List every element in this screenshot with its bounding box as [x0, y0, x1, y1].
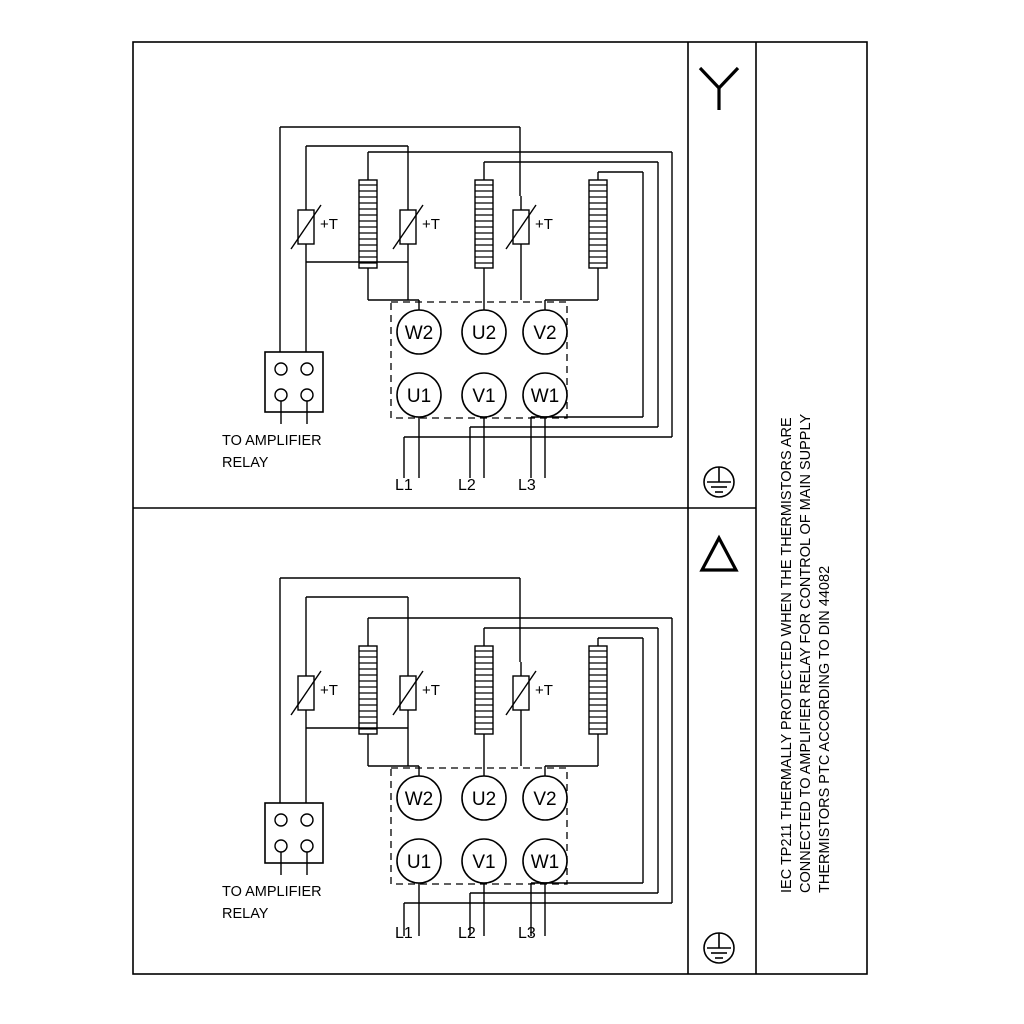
supply-label-l2: L2 — [458, 925, 476, 942]
terminal-label-u1: U1 — [406, 852, 432, 873]
supply-label-l1: L1 — [395, 925, 413, 942]
terminals-top — [397, 310, 567, 354]
thermistor-label-1: +T — [320, 216, 338, 233]
terminal-label-v2: V2 — [533, 323, 557, 344]
earth-ground-symbol — [704, 933, 734, 963]
terminal-label-u2: U2 — [471, 789, 497, 810]
terminal-label-w1: W1 — [530, 386, 560, 407]
terminal-label-w2: W2 — [404, 323, 434, 344]
coil-3 — [589, 180, 607, 268]
terminal-label-w2: W2 — [404, 789, 434, 810]
supply-label-l1: L1 — [395, 477, 413, 494]
amplifier-label-line1: TO AMPLIFIER — [222, 884, 322, 900]
coil-3 — [589, 646, 607, 734]
thermistor-label-2: +T — [422, 216, 440, 233]
supply-label-l3: L3 — [518, 925, 536, 942]
thermistor-label-2: +T — [422, 682, 440, 699]
coil-2 — [475, 646, 493, 734]
coil-2 — [475, 180, 493, 268]
terminal-label-v2: V2 — [533, 789, 557, 810]
terminal-label-v1: V1 — [472, 386, 496, 407]
amplifier-label-line1: TO AMPLIFIER — [222, 433, 322, 449]
terminals-bottom — [397, 839, 567, 883]
supply-label-l3: L3 — [518, 477, 536, 494]
thermistor-label-3: +T — [535, 216, 553, 233]
side-note-line1: IEC TP211 THERMALLY PROTECTED WHEN THE THERMISTORS ARE — [779, 417, 795, 893]
thermistor-label-1: +T — [320, 682, 338, 699]
coil-1 — [359, 180, 377, 268]
coil-1 — [359, 646, 377, 734]
terminal-label-v1: V1 — [472, 852, 496, 873]
earth-ground-symbol — [704, 467, 734, 497]
amplifier-label-line2: RELAY — [222, 906, 269, 922]
terminals-top — [397, 776, 567, 820]
side-note-line2: CONNECTED TO AMPLIFIER RELAY FOR CONTROL OF MAIN SUPPLY — [798, 413, 814, 893]
amplifier-label-line2: RELAY — [222, 455, 269, 471]
side-note-line3: THERMISTORS PTC ACCORDING TO DIN 44082 — [817, 565, 833, 893]
terminals-bottom — [397, 373, 567, 417]
terminal-label-w1: W1 — [530, 852, 560, 873]
thermistor-label-3: +T — [535, 682, 553, 699]
supply-label-l2: L2 — [458, 477, 476, 494]
terminal-label-u2: U2 — [471, 323, 497, 344]
terminal-label-u1: U1 — [406, 386, 432, 407]
